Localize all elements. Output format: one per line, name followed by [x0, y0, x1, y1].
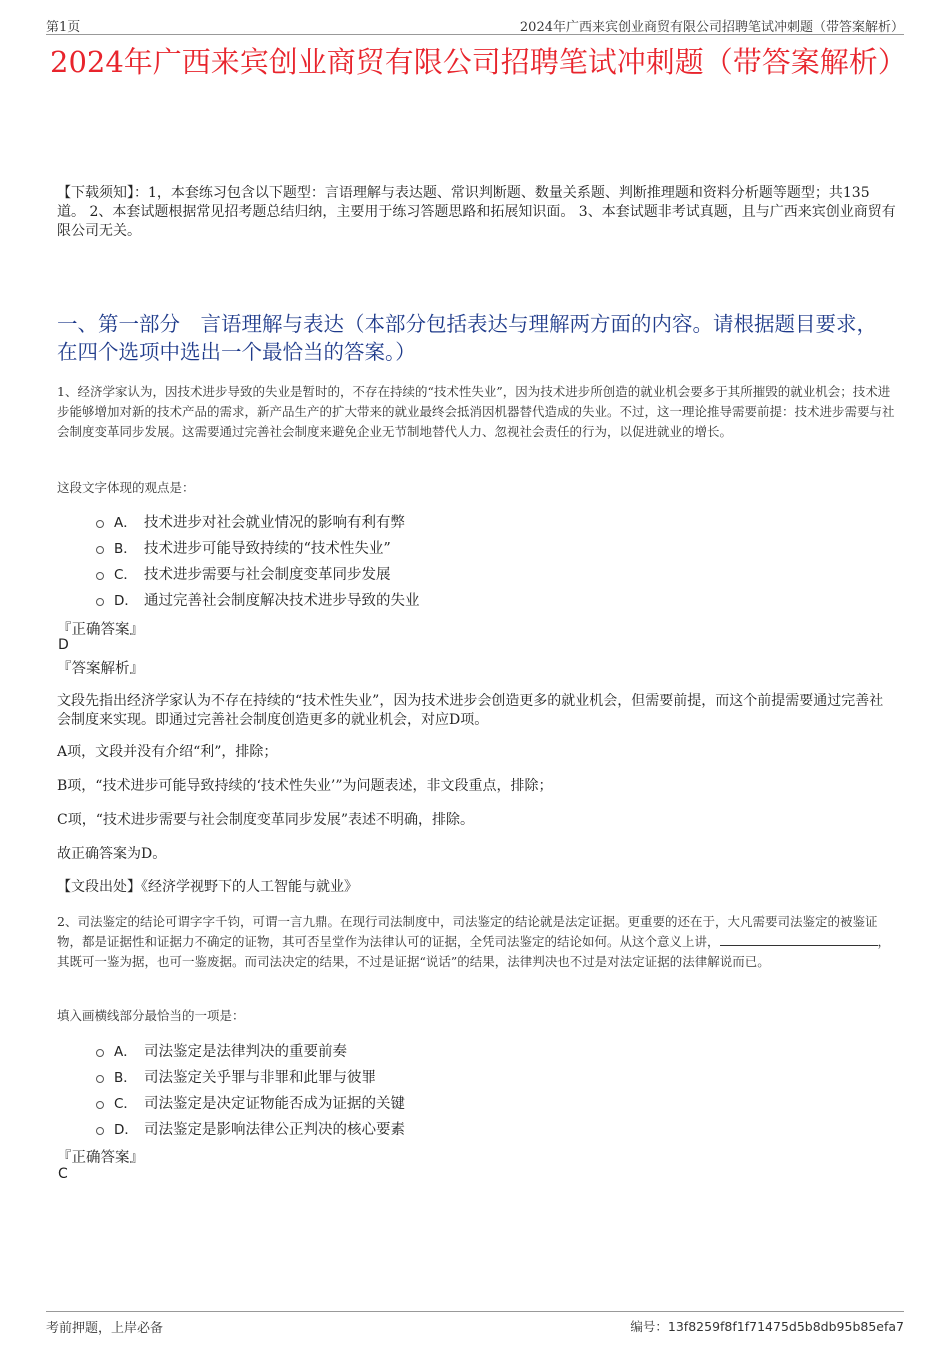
question-1-options [96, 508, 796, 612]
radio-icon[interactable] [96, 1075, 104, 1083]
question-2-prompt: 填入画横线部分最恰当的一项是： [57, 1008, 245, 1023]
option-b[interactable]: B． 司法鉴定关乎罪与非罪和此罪与彼罪 [96, 1063, 796, 1089]
page-header [46, 12, 904, 35]
option-c[interactable]: C． 技术进步需要与社会制度变革同步发展 [96, 560, 796, 586]
radio-icon[interactable] [96, 1127, 104, 1135]
analysis-option-b: B项，“技术进步可能导致持续的‘技术性失业’”为问题表述，非文段重点，排除； [57, 778, 553, 794]
correct-answer: C [58, 1166, 68, 1182]
radio-icon[interactable] [96, 598, 104, 606]
document-code: 编号：13f8259f8f1f71475d5b8db95b85efa7 [630, 1319, 904, 1334]
question-2-options [96, 1037, 796, 1141]
option-d[interactable]: D． 通过完善社会制度解决技术进步导致的失业 [96, 586, 796, 612]
question-2-stem: 2、司法鉴定的结论可谓字字千钧，可谓一言九鼎。在现行司法制度中，司法鉴定的结论就是法定证据。更重要的还在于，大凡需要司法鉴定的被鉴证物，都是证据性和证据力不确定的证物，其可否呈堂作为法律认可的证据，全凭司法鉴定的结论如何。从这个意义上讲， ，其既可一鉴为据，也可一鉴废据。而司法决定的结果，不过是证据“说话”的结果，法律判决也不过是对法定证据的法律解说而已。 [57, 914, 891, 969]
analysis-label: 『答案解析』 [57, 661, 144, 677]
option-a[interactable]: A． 技术进步对社会就业情况的影响有利有弊 [96, 508, 796, 534]
option-a[interactable]: A． 司法鉴定是法律判决的重要前奏 [96, 1037, 796, 1063]
radio-icon[interactable] [96, 1049, 104, 1057]
header-doc-title: 2024年广西来宾创业商贸有限公司招聘笔试冲刺题（带答案解析） [519, 20, 904, 35]
analysis-paragraph: 文段先指出经济学家认为不存在持续的“技术性失业”，因为技术进步会创造更多的就业机会，但需要前提，而这个前提需要通过完善社会制度来实现。即通过完善社会制度创造更多的就业机会，对应D项。 [57, 693, 884, 728]
download-notice: 【下载须知】：1，本套练习包含以下题型：言语理解与表达题、常识判断题、数量关系题、判断推理题和资料分析题等题型；共135道。 2、本套试题根据常见招考题总结归纳，主要用于练习答题思路和拓展知识面。 3、本套试题非考试真题，且与广西来宾创业商贸有限公司无关。 [57, 185, 896, 239]
radio-icon[interactable] [96, 520, 104, 528]
correct-answer: D [58, 637, 69, 653]
footer-slogan: 考前押题，上岸必备 [46, 1321, 164, 1336]
option-c[interactable]: C． 司法鉴定是决定证物能否成为证据的关键 [96, 1089, 796, 1115]
document-title: 2024年广西来宾创业商贸有限公司招聘笔试冲刺题（带答案解析） [50, 45, 907, 79]
answer-label: 『正确答案』 [57, 622, 144, 638]
analysis-conclusion: 故正确答案为D。 [57, 846, 167, 862]
section-heading: 一、第一部分 言语理解与表达（本部分包括表达与理解两方面的内容。请根据题目要求，在四个选项中选出一个最恰当的答案。） [57, 312, 877, 364]
question-1-prompt: 这段文字体现的观点是： [57, 480, 195, 495]
answer-label: 『正确答案』 [57, 1150, 144, 1166]
analysis-option-a: A项，文段并没有介绍“利”，排除； [57, 744, 278, 760]
option-d[interactable]: D． 司法鉴定是影响法律公正判决的核心要素 [96, 1115, 796, 1141]
analysis-option-c: C项，“技术进步需要与社会制度变革同步发展”表述不明确，排除。 [57, 812, 475, 828]
radio-icon[interactable] [96, 1101, 104, 1109]
page-number: 第1页 [46, 20, 81, 35]
passage-source: 【文段出处】《经济学视野下的人工智能与就业》 [57, 879, 358, 895]
option-b[interactable]: B． 技术进步可能导致持续的“技术性失业” [96, 534, 796, 560]
radio-icon[interactable] [96, 546, 104, 554]
question-1-stem: 1、经济学家认为，因技术进步导致的失业是暂时的，不存在持续的“技术性失业”，因为技术进步所创造的就业机会要多于其所摧毁的就业机会；技术进步能够增加对新的技术产品的需求，新产品生产的扩大带来的就业最终会抵消因机器替代造成的失业。不过，这一理论推导需要前提：技术进步需要与社会制度变革同步发展。这需要通过完善社会制度来避免企业无节制地替代人力、忽视社会责任的行为，以促进就业的增长。 [57, 384, 895, 439]
fill-in-blank [720, 933, 878, 946]
page-footer [46, 1311, 904, 1336]
radio-icon[interactable] [96, 572, 104, 580]
